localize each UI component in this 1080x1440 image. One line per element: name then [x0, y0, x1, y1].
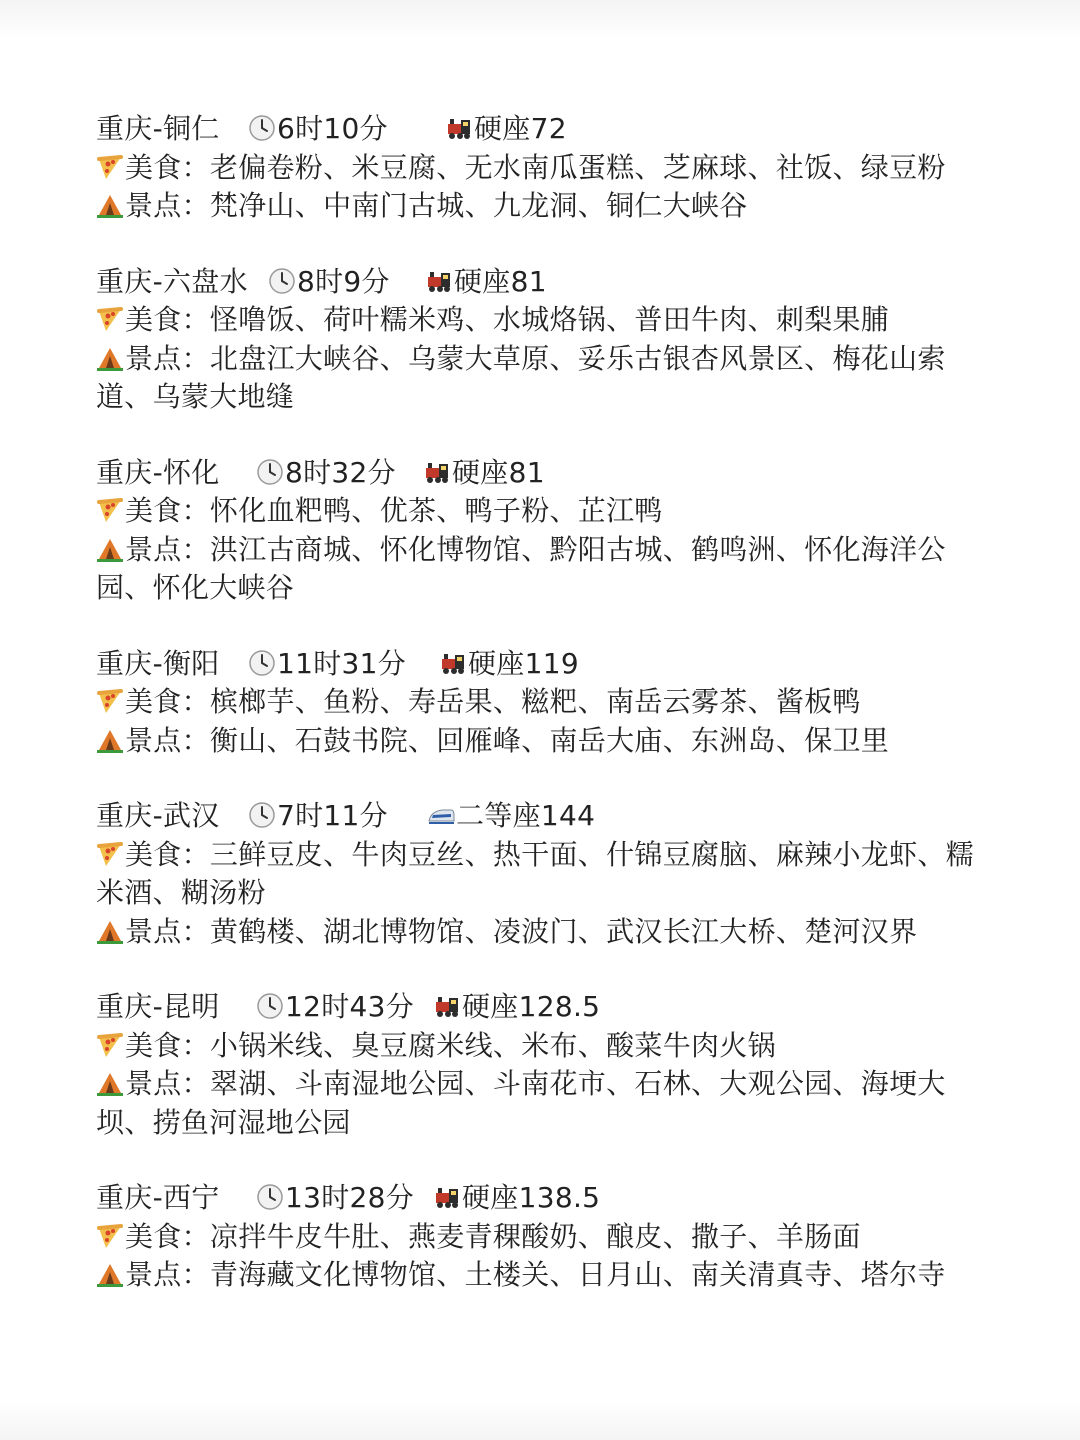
clock-icon [256, 1183, 284, 1211]
route-name: 重庆-昆明 [96, 990, 220, 1023]
route-name: 重庆-铜仁 [96, 112, 220, 145]
ticket-price: 硬座72 [474, 112, 567, 145]
food-label: 美食： [125, 1219, 210, 1253]
steam-train-icon [439, 649, 467, 677]
clock-icon [248, 114, 276, 142]
entry-header [96, 1179, 988, 1218]
food-list: 怀化血粑鸭、优茶、鸭子粉、芷江鸭 [209, 494, 663, 527]
sights-list: 北盘江大峡谷、乌蒙大草原、妥乐古银杏风景区、梅花山索道、乌蒙大地缝 [96, 341, 946, 413]
sights-line [96, 722, 988, 761]
food-line [96, 683, 988, 722]
food-label: 美食： [125, 150, 210, 184]
camping-icon [96, 535, 124, 563]
sights-label: 景点： [125, 532, 210, 566]
route-entry [96, 454, 988, 608]
route-entry [96, 797, 988, 951]
pizza-icon [96, 840, 124, 868]
route-entry [96, 988, 988, 1142]
route-name: 重庆-怀化 [96, 455, 220, 489]
camping-icon [96, 726, 124, 754]
camping-icon [96, 917, 124, 945]
sights-list: 衡山、石鼓书院、回雁峰、南岳大庙、东洲岛、保卫里 [209, 723, 890, 757]
entry-header [96, 988, 988, 1027]
food-label: 美食： [125, 837, 210, 871]
ticket-price: 二等座144 [456, 799, 596, 832]
sights-line [96, 1065, 988, 1142]
food-label: 美食： [125, 303, 210, 336]
entry-header [96, 263, 988, 302]
clock-icon [248, 801, 276, 829]
clock-icon [256, 458, 284, 486]
sights-list: 翠湖、斗南湿地公园、斗南花市、石林、大观公园、海埂大坝、捞鱼河湿地公园 [96, 1067, 946, 1139]
ticket-price: 硬座128.5 [462, 990, 601, 1023]
food-list: 怪噜饭、荷叶糯米鸡、水城烙锅、普田牛肉、刺梨果脯 [209, 303, 890, 336]
steam-train-icon [433, 1183, 461, 1211]
route-name: 重庆-西宁 [96, 1181, 220, 1214]
sights-label: 景点： [125, 1258, 210, 1291]
route-name: 重庆-衡阳 [96, 646, 220, 680]
food-list: 小锅米线、臭豆腐米线、米布、酸菜牛肉火锅 [209, 1028, 776, 1062]
pizza-icon [96, 305, 124, 333]
sights-label: 景点： [125, 341, 210, 375]
food-line [96, 1027, 988, 1066]
route-entry [96, 263, 988, 417]
steam-train-icon [433, 992, 461, 1020]
sights-list: 梵净山、中南门古城、九龙洞、铜仁大峡谷 [209, 189, 748, 222]
food-line [96, 301, 988, 340]
pizza-icon [96, 1222, 124, 1250]
ticket-price: 硬座81 [452, 455, 545, 489]
route-entry [96, 645, 988, 761]
entry-header [96, 454, 988, 493]
food-list: 老偏卷粉、米豆腐、无水南瓜蛋糕、芝麻球、社饭、绿豆粉 [209, 150, 946, 184]
sights-line [96, 1256, 988, 1295]
entry-header [96, 110, 988, 149]
clock-icon [248, 649, 276, 677]
sights-label: 景点： [125, 723, 210, 757]
camping-icon [96, 1069, 124, 1097]
food-line [96, 149, 988, 188]
sights-line [96, 913, 988, 952]
pizza-icon [96, 1031, 124, 1059]
camping-icon [96, 1260, 124, 1288]
route-name: 重庆-六盘水 [96, 264, 248, 298]
bullet-train-icon [427, 801, 455, 829]
entry-header [96, 645, 988, 684]
food-list: 三鲜豆皮、牛肉豆丝、热干面、什锦豆腐脑、麻辣小龙虾、糯米酒、糊汤粉 [96, 837, 975, 909]
route-name: 重庆-武汉 [96, 799, 220, 832]
travel-duration: 6时10分 [277, 112, 388, 145]
pizza-icon [96, 496, 124, 524]
food-line [96, 836, 988, 913]
sights-list: 青海藏文化博物馆、土楼关、日月山、南关清真寺、塔尔寺 [209, 1258, 946, 1291]
travel-duration: 8时32分 [285, 455, 396, 489]
ticket-price: 硬座119 [468, 646, 579, 680]
route-list [96, 110, 988, 1332]
travel-duration: 8时9分 [297, 264, 390, 298]
clock-icon [268, 267, 296, 295]
sights-line [96, 187, 988, 226]
route-entry [96, 110, 988, 226]
travel-duration: 11时31分 [277, 646, 407, 680]
ticket-price: 硬座81 [454, 264, 547, 298]
food-label: 美食： [125, 1028, 210, 1062]
food-line [96, 1218, 988, 1257]
sights-list: 洪江古商城、怀化博物馆、黔阳古城、鹤鸣洲、怀化海洋公园、怀化大峡谷 [96, 532, 946, 604]
pizza-icon [96, 153, 124, 181]
sights-label: 景点： [125, 189, 210, 222]
steam-train-icon [425, 267, 453, 295]
food-list: 凉拌牛皮牛肚、燕麦青稞酸奶、酿皮、撒子、羊肠面 [209, 1219, 861, 1253]
sights-label: 景点： [125, 1067, 210, 1100]
food-label: 美食： [125, 494, 210, 527]
sights-label: 景点： [125, 914, 210, 948]
clock-icon [256, 992, 284, 1020]
sights-line [96, 340, 988, 417]
entry-header [96, 797, 988, 836]
food-label: 美食： [125, 685, 210, 718]
camping-icon [96, 344, 124, 372]
travel-duration: 13时28分 [285, 1181, 415, 1214]
food-line [96, 492, 988, 531]
route-entry [96, 1179, 988, 1295]
sights-line [96, 531, 988, 608]
ticket-price: 硬座138.5 [462, 1181, 601, 1214]
travel-duration: 7时11分 [277, 799, 388, 832]
camping-icon [96, 191, 124, 219]
travel-duration: 12时43分 [285, 990, 415, 1023]
pizza-icon [96, 687, 124, 715]
food-list: 槟榔芋、鱼粉、寿岳果、糍粑、南岳云雾茶、酱板鸭 [209, 685, 861, 718]
steam-train-icon [445, 114, 473, 142]
steam-train-icon [423, 458, 451, 486]
sights-list: 黄鹤楼、湖北博物馆、凌波门、武汉长江大桥、楚河汉界 [209, 914, 918, 948]
